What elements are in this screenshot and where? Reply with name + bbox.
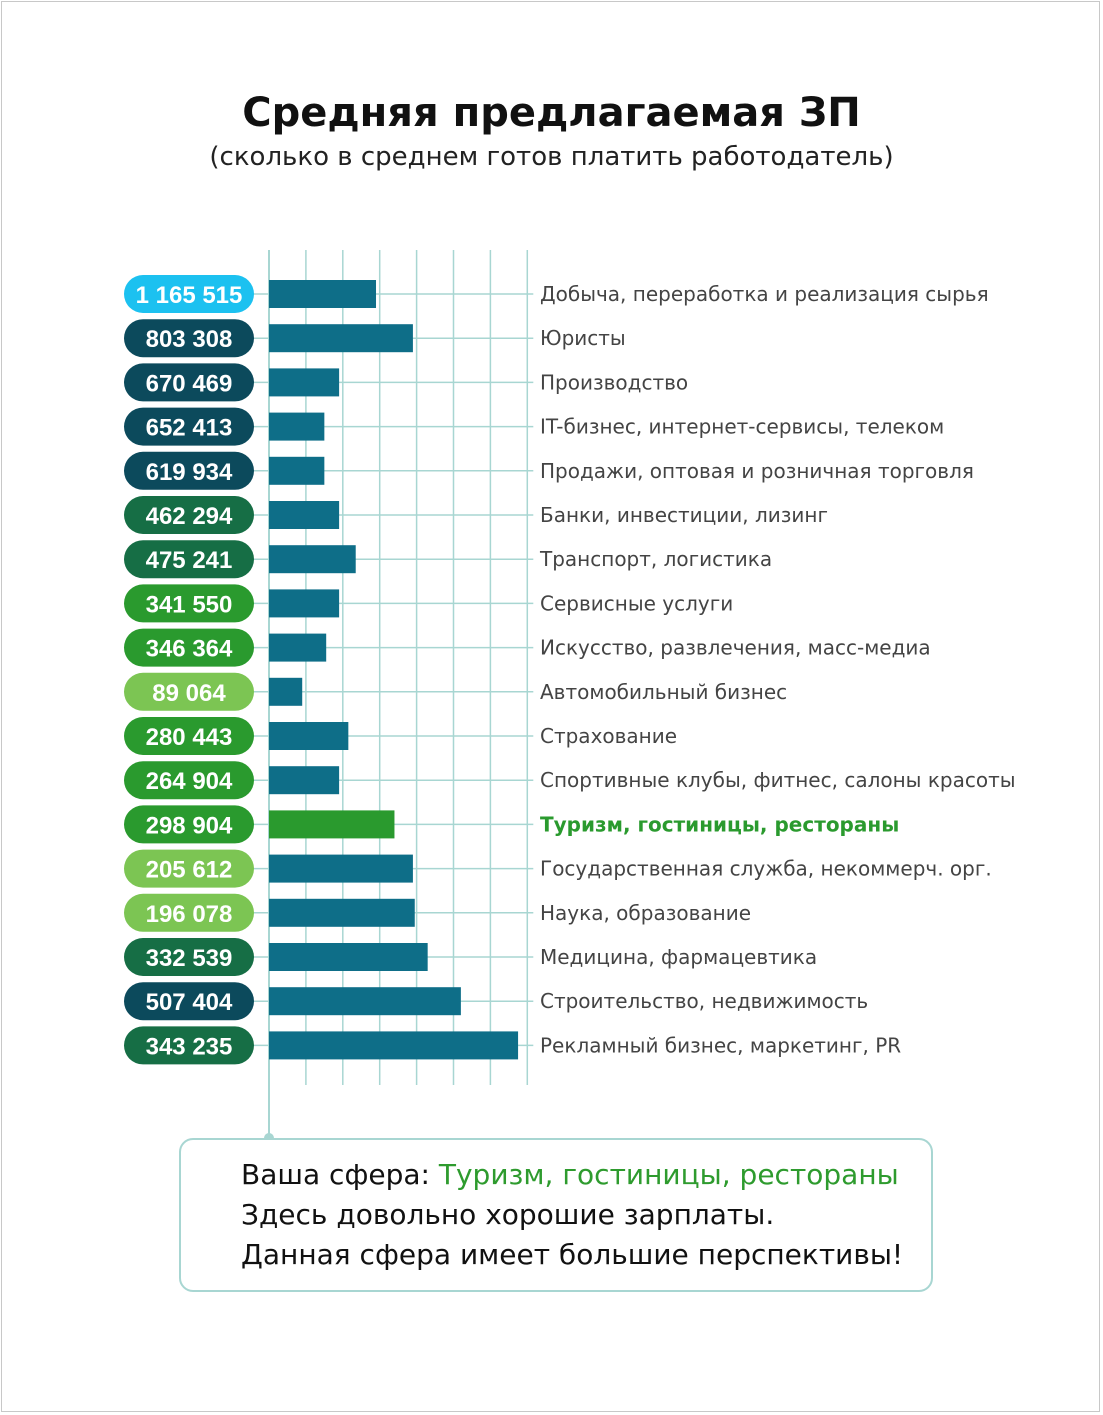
- category-label: Искусство, развлечения, масс-медиа: [540, 635, 931, 660]
- bar: [269, 810, 394, 838]
- value-label: 1 165 515: [135, 282, 243, 309]
- value-label: 803 308: [145, 326, 233, 354]
- value-label: 89 064: [152, 679, 226, 707]
- bar: [269, 678, 302, 706]
- category-label: IT-бизнес, интернет-сервисы, телеком: [540, 414, 945, 439]
- category-label: Спортивные клубы, фитнес, салоны красоты: [540, 768, 1016, 793]
- category-label: Рекламный бизнес, маркетинг, PR: [540, 1033, 902, 1058]
- category-label: Государственная служба, некоммерч. орг.: [540, 856, 992, 881]
- page-subtitle: (сколько в среднем готов платить работодатель): [209, 142, 894, 172]
- callout-line-3: Данная сфера имеет большие перспективы!: [241, 1238, 904, 1271]
- bar: [269, 899, 415, 927]
- value-label: 280 443: [145, 724, 233, 751]
- bar: [269, 413, 324, 441]
- sphere-callout: [179, 1138, 933, 1292]
- bar: [269, 368, 339, 396]
- value-label: 462 294: [145, 503, 233, 530]
- bar: [269, 545, 356, 573]
- bar: [269, 634, 326, 662]
- category-label: Добыча, переработка и реализация сырья: [540, 282, 989, 306]
- value-label: 652 413: [145, 414, 233, 442]
- category-label: Автомобильный бизнес: [540, 679, 788, 704]
- bar: [269, 501, 339, 529]
- bar: [269, 457, 324, 485]
- bar: [269, 987, 461, 1015]
- bar: [269, 766, 339, 794]
- value-label: 205 612: [145, 856, 233, 884]
- category-label: Продажи, оптовая и розничная торговля: [540, 458, 974, 483]
- category-label: Строительство, недвижимость: [540, 989, 869, 1014]
- callout-prefix: Ваша сфера:: [241, 1158, 439, 1191]
- category-label: Производство: [540, 370, 689, 395]
- value-label: 332 539: [145, 945, 233, 972]
- category-label: Туризм, гостиницы, рестораны: [540, 812, 900, 837]
- category-label: Страхование: [540, 724, 678, 748]
- value-label: 507 404: [145, 989, 233, 1017]
- bar: [269, 722, 348, 750]
- category-label: Сервисные услуги: [540, 591, 734, 616]
- category-label: Медицина, фармацевтика: [540, 945, 818, 969]
- value-label: 619 934: [145, 458, 233, 486]
- category-label: Транспорт, логистика: [540, 547, 773, 572]
- category-label: Наука, образование: [540, 900, 751, 925]
- bar: [269, 324, 413, 352]
- category-label: Банки, инвестиции, лизинг: [540, 503, 828, 527]
- value-label: 298 904: [145, 812, 233, 840]
- page-title: Средняя предлагаемая ЗП: [242, 90, 861, 136]
- category-label: Юристы: [540, 326, 626, 351]
- value-label: 343 235: [145, 1033, 233, 1061]
- value-label: 475 241: [145, 547, 233, 575]
- value-label: 196 078: [145, 900, 233, 928]
- bar: [269, 589, 339, 617]
- value-label: 341 550: [145, 591, 233, 619]
- callout-line-2: Здесь довольно хорошие зарплаты.: [241, 1198, 775, 1231]
- callout-sphere-name: Туризм, гостиницы, рестораны: [438, 1158, 899, 1191]
- value-label: 670 469: [145, 370, 233, 398]
- value-label: 346 364: [145, 635, 233, 663]
- bar: [269, 280, 376, 308]
- bar: [269, 855, 413, 883]
- bar: [269, 1031, 518, 1059]
- bar: [269, 943, 428, 971]
- callout-line-sphere: [241, 1158, 899, 1191]
- value-label: 264 904: [145, 768, 233, 796]
